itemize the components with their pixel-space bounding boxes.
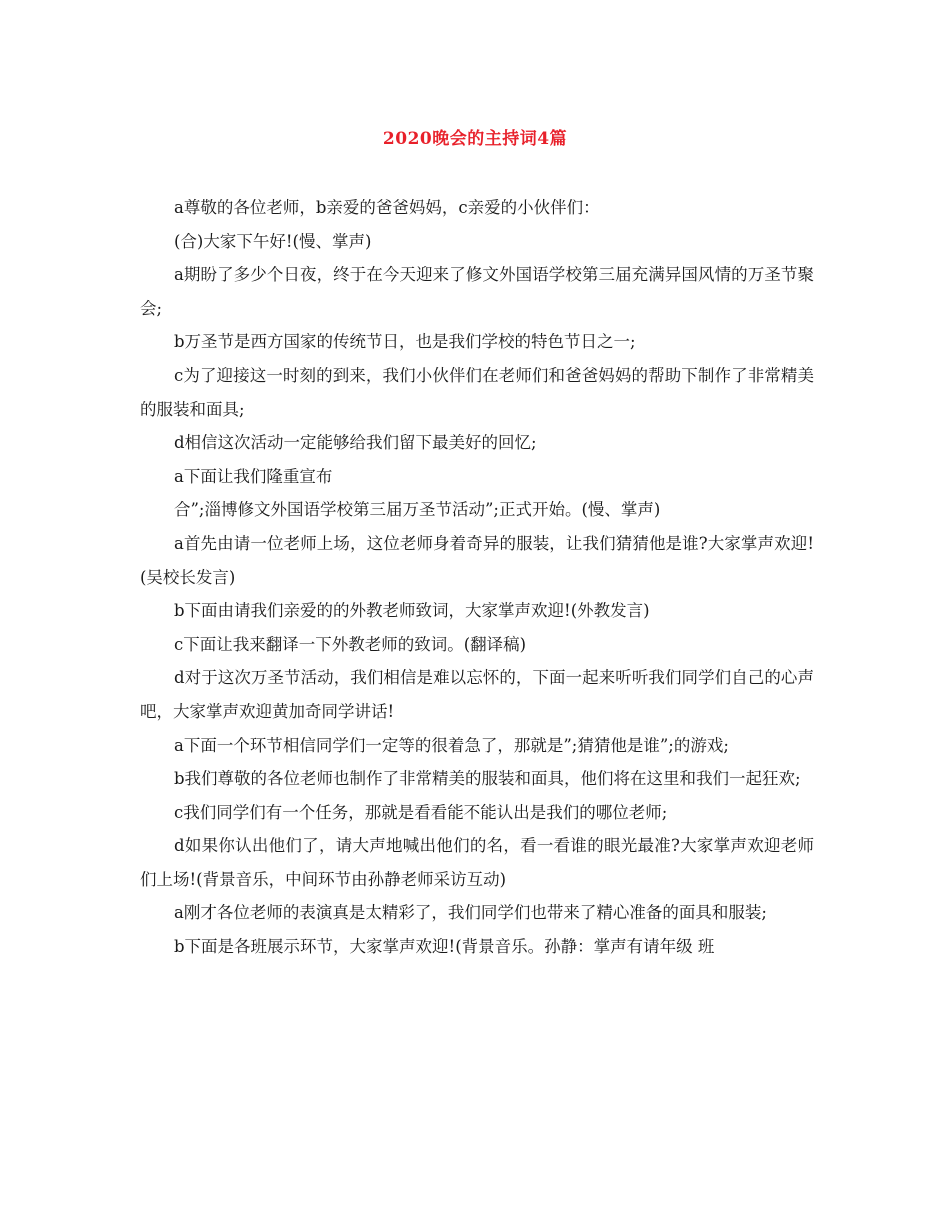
paragraph: a期盼了多少个日夜，终于在今天迎来了修文外国语学校第三届充满异国风情的万圣节聚会; <box>140 265 814 318</box>
paragraph: d相信这次活动一定能够给我们留下最美好的回忆; <box>174 433 537 453</box>
paragraph: b我们尊敬的各位老师也制作了非常精美的服装和面具，他们将在这里和我们一起狂欢; <box>174 769 801 789</box>
paragraph: 合”;淄博修文外国语学校第三届万圣节活动”;正式开始。(慢、掌声) <box>174 500 661 520</box>
paragraph: a下面让我们隆重宣布 <box>174 466 333 486</box>
paragraph: c为了迎接这一时刻的到来，我们小伙伴们在老师们和爸爸妈妈的帮助下制作了非常精美的服装和面具; <box>140 365 814 419</box>
paragraph: a首先由请一位老师上场，这位老师身着奇异的服装，让我们猜猜他是谁?大家掌声欢迎!(吴校长发言) <box>140 533 814 587</box>
paragraph: c我们同学们有一个任务，那就是看看能不能认出是我们的哪位老师; <box>174 802 668 822</box>
paragraph: d对于这次万圣节活动，我们相信是难以忘怀的，下面一起来听听我们同学们自己的心声吧，大家掌声欢迎黄加奇同学讲话! <box>140 668 814 721</box>
paragraph: a刚才各位老师的表演真是太精彩了，我们同学们也带来了精心准备的面具和服装; <box>174 903 767 923</box>
paragraph: b万圣节是西方国家的传统节日，也是我们学校的特色节日之一; <box>174 332 636 352</box>
paragraph: d如果你认出他们了，请大声地喊出他们的名，看一看谁的眼光最准?大家掌声欢迎老师们上场!(背景音乐，中间环节由孙静老师采访互动) <box>140 836 814 889</box>
paragraph: b下面由请我们亲爱的的外教老师致词，大家掌声欢迎!(外教发言) <box>174 601 650 621</box>
paragraph: a下面一个环节相信同学们一定等的很着急了，那就是”;猜猜他是谁”;的游戏; <box>174 735 729 755</box>
paragraph: b下面是各班展示环节，大家掌声欢迎!(背景音乐。孙静：掌声有请年级 班 <box>174 937 715 957</box>
paragraph: a尊敬的各位老师，b亲爱的爸爸妈妈，c亲爱的小伙伴们： <box>174 198 600 217</box>
paragraph: (合)大家下午好!(慢、掌声) <box>174 231 372 251</box>
document-body <box>140 191 814 964</box>
paragraph: c下面让我来翻译一下外教老师的致词。(翻译稿) <box>174 634 527 654</box>
document-title: 2020晚会的主持词4篇 <box>382 129 568 149</box>
